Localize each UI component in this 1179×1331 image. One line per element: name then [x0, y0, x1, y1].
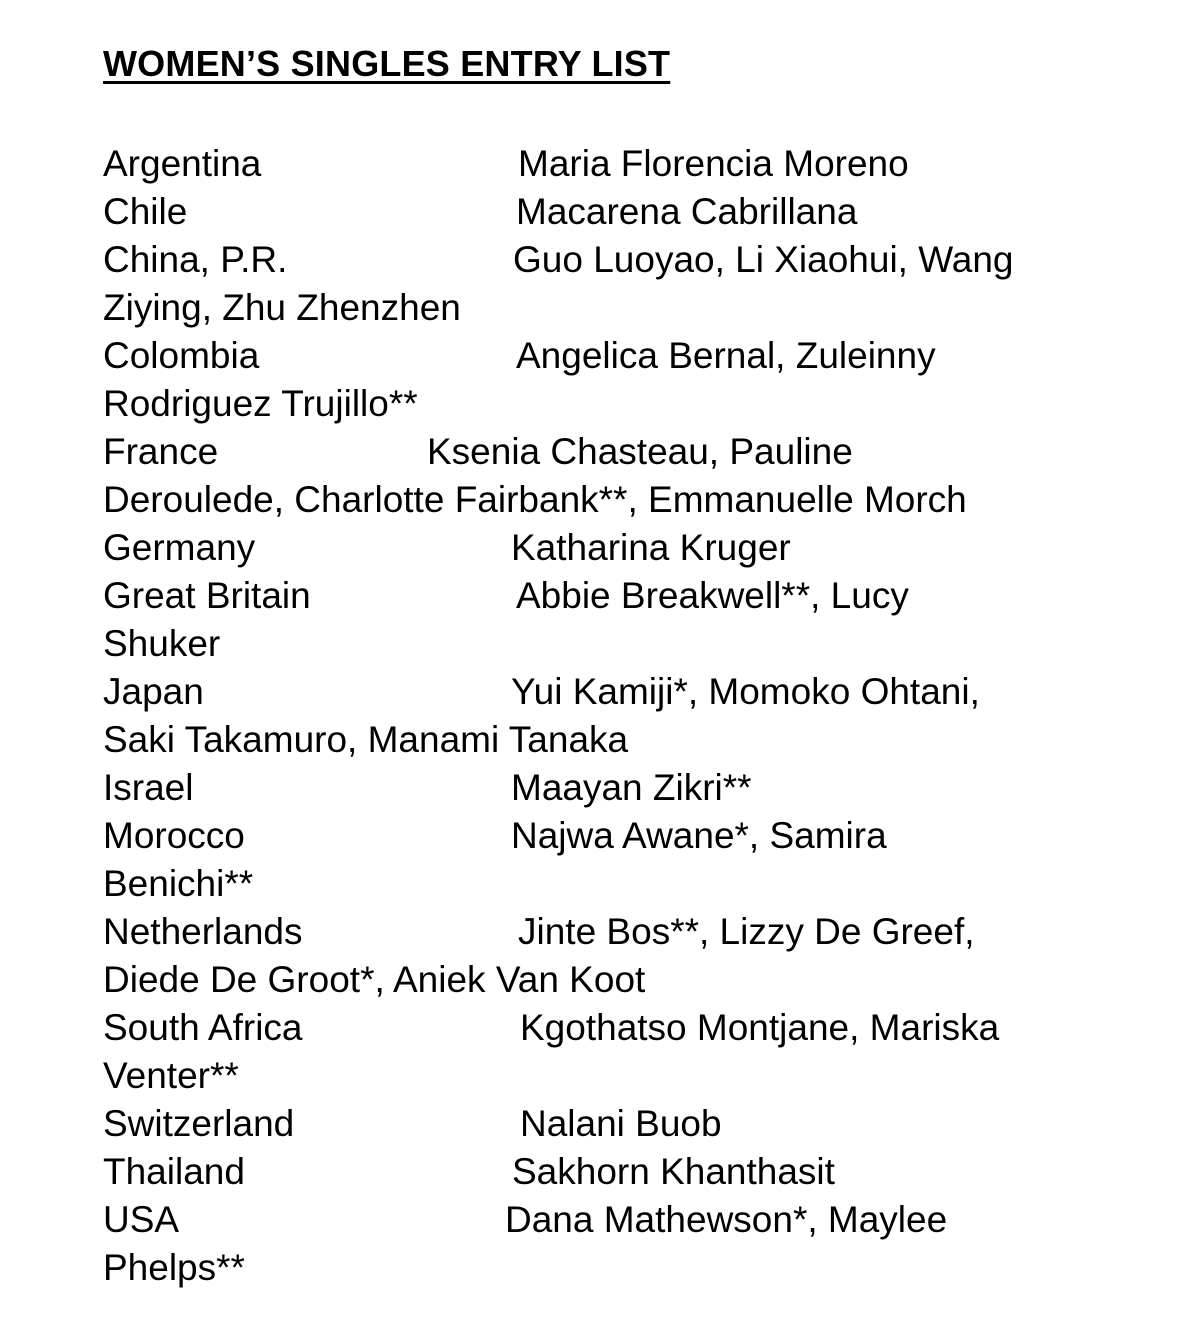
player-names: Guo Luoyao, Li Xiaohui, Wang [513, 239, 1014, 280]
player-names: Maria Florencia Moreno [518, 143, 909, 184]
country-label: Great Britain [103, 575, 311, 616]
player-names: Sakhorn Khanthasit [512, 1151, 835, 1192]
player-names: Dana Mathewson*, Maylee [505, 1199, 948, 1240]
country-label: Argentina [103, 143, 262, 184]
player-names-continued: Rodriguez Trujillo** [103, 383, 418, 424]
page-title: WOMEN’S SINGLES ENTRY LIST [103, 43, 671, 84]
player-names-continued: Deroulede, Charlotte Fairbank**, Emmanuelle Morch [103, 479, 967, 520]
player-names-continued: Diede De Groot*, Aniek Van Koot [103, 959, 646, 1000]
country-label: Switzerland [103, 1103, 295, 1144]
player-names: Nalani Buob [520, 1103, 722, 1144]
player-names: Katharina Kruger [511, 527, 791, 568]
country-label: USA [103, 1199, 180, 1240]
player-names-continued: Venter** [103, 1055, 239, 1096]
country-label: France [103, 431, 219, 472]
player-names: Maayan Zikri** [511, 767, 752, 808]
player-names-continued: Phelps** [103, 1247, 245, 1288]
country-label: Thailand [103, 1151, 245, 1192]
country-label: Japan [103, 671, 204, 712]
country-label: Netherlands [103, 911, 303, 952]
player-names-continued: Saki Takamuro, Manami Tanaka [103, 719, 629, 760]
country-label: Chile [103, 191, 188, 232]
country-label: Colombia [103, 335, 260, 376]
player-names-continued: Benichi** [103, 863, 254, 904]
player-names: Angelica Bernal, Zuleinny [516, 335, 936, 376]
country-label: China, P.R. [103, 239, 288, 280]
player-names: Jinte Bos**, Lizzy De Greef, [518, 911, 975, 952]
country-label: Germany [103, 527, 256, 568]
player-names: Najwa Awane*, Samira [511, 815, 887, 856]
player-names: Ksenia Chasteau, Pauline [427, 431, 853, 472]
country-label: Morocco [103, 815, 245, 856]
country-label: South Africa [103, 1007, 303, 1048]
player-names-continued: Shuker [103, 623, 221, 664]
player-names-continued: Ziying, Zhu Zhenzhen [103, 287, 461, 328]
player-names: Kgothatso Montjane, Mariska [520, 1007, 1000, 1048]
country-label: Israel [103, 767, 194, 808]
player-names: Yui Kamiji*, Momoko Ohtani, [511, 671, 980, 712]
player-names: Macarena Cabrillana [516, 191, 858, 232]
player-names: Abbie Breakwell**, Lucy [516, 575, 909, 616]
